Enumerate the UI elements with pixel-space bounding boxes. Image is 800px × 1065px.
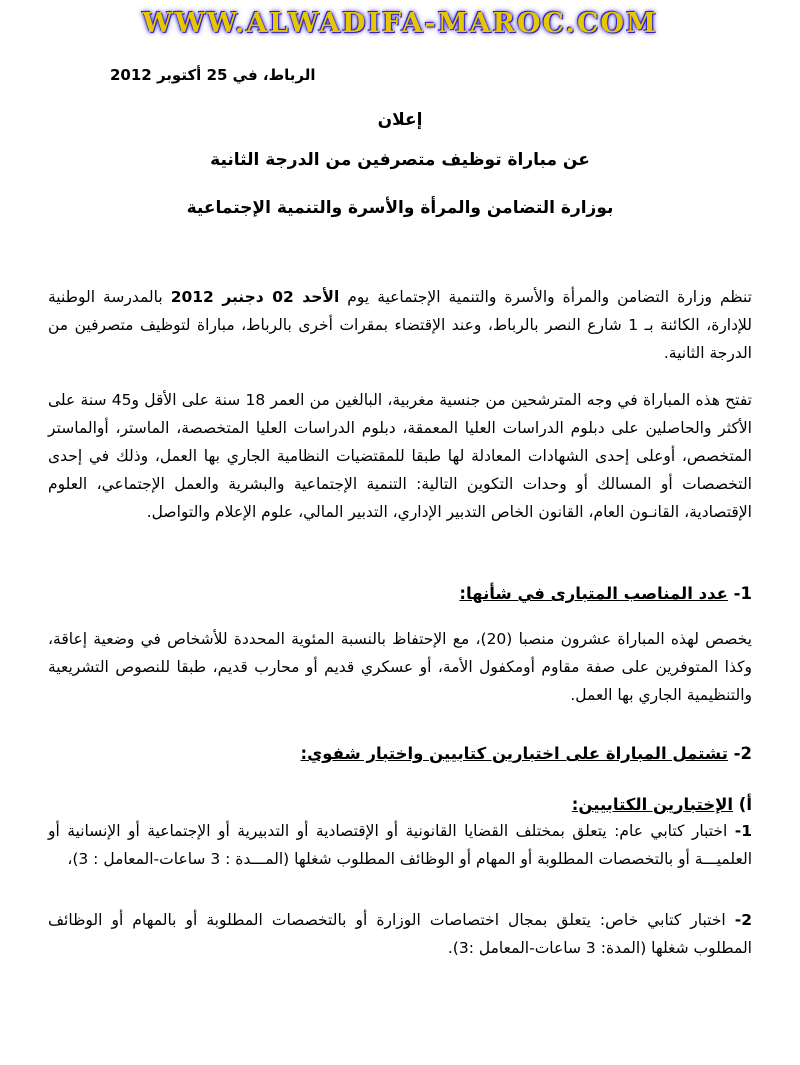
section1-paragraph: يخصص لهذه المباراة عشرون منصبا (20)، مع الإحتفاظ بالنسبة المئوية المحددة للأشخاص في وضعية إعاقة، وكذا المتوفرين على صفة مقاوم أومكفول الأمة، أو عسكري قديم أو محارب قديم، طبقا للنصوص التشريعية والتنظيمية الجاري بها العمل. xyxy=(48,630,752,704)
document-title-line2: بوزارة التضامن والمرأة والأسرة والتنمية الإجتماعية xyxy=(186,198,614,218)
section2-heading xyxy=(301,744,752,763)
written-exam-item1 xyxy=(48,817,752,873)
intro-rest: بالمدرسة الوطنية للإدارة، الكائنة بـ 1 شارع النصر بالرباط، وعند الإقتضاء بمقرات أخرى بالرباط، مباراة لتوظيف متصرفين من الدرجة الثانية. xyxy=(48,288,752,362)
subsection-a-heading xyxy=(572,795,752,814)
section1-heading xyxy=(459,584,752,603)
section2-number: 2- xyxy=(733,744,752,763)
section1-title: عدد المناصب المتبارى في شأنها: xyxy=(459,584,728,603)
section2-title: تشتمل المباراة على اختبارين كتابيين واختبار شفوي: xyxy=(300,744,728,763)
exam-date: الأحد 02 دجنبر 2012 xyxy=(170,288,340,306)
site-watermark: WWW.ALWADIFA-MAROC.COM xyxy=(142,8,658,39)
document-date: الرباط، في 25 أكتوبر 2012 xyxy=(110,66,316,84)
item2-number: 2- xyxy=(734,911,752,929)
intro-paragraph xyxy=(48,283,752,367)
subsection-a-title: الإختبارين الكتابيين: xyxy=(571,795,734,814)
written-exam-item2 xyxy=(48,906,752,962)
section1-number: 1- xyxy=(733,584,752,603)
subsection-a-label: أ) xyxy=(738,795,752,814)
document-title-line1: عن مباراة توظيف متصرفين من الدرجة الثانية xyxy=(210,150,590,170)
announcement-heading: إعلان xyxy=(377,110,423,130)
item2-text: اختبار كتابي خاص: يتعلق بمجال اختصاصات الوزارة أو بالتخصصات المطلوبة أو بالمهام أو الوظائف المطلوب شغلها (المدة: 3 ساعات-المعامل :3). xyxy=(48,911,752,957)
eligibility-paragraph: تفتح هذه المباراة في وجه المترشحين من جنسية مغربية، البالغين من العمر 18 سنة على الأقل و45 سنة على الأكثر والحاصلين على دبلوم الدراسات العليا المعمقة، دبلوم الدراسات العليا المتخصصة، الماستر، أوالماستر المتخصص، أوعلى إحدى الشهادات المعادلة لها طبقا للمقتضيات النظامية الجاري بها العمل، وذلك في إحدى التخصصات أو المسالك أو وحدات التكوين التالية: التنمية الإجتماعية والبشرية والعمل الإجتماعي، العلوم الإقتصادية، القانـون العام، القانون الخاص التدبير الإداري، التدبير المالي، علوم الإعلام والتواصل. xyxy=(48,391,752,521)
intro-text: تنظم وزارة التضامن والمرأة والأسرة والتنمية الإجتماعية يوم xyxy=(339,288,752,306)
item1-text: اختبار كتابي عام: يتعلق بمختلف القضايا القانونية أو الإقتصادية أو التدبيرية أو الإجتماعية أو الإنسانية أو العلميـــة أو بالتخصصات المطلوبة أو المهام أو الوظائف المطلوب شغلها (المـــدة : 3 ساعات-المعامل : 3)، xyxy=(48,822,752,868)
item1-number: 1- xyxy=(734,822,752,840)
